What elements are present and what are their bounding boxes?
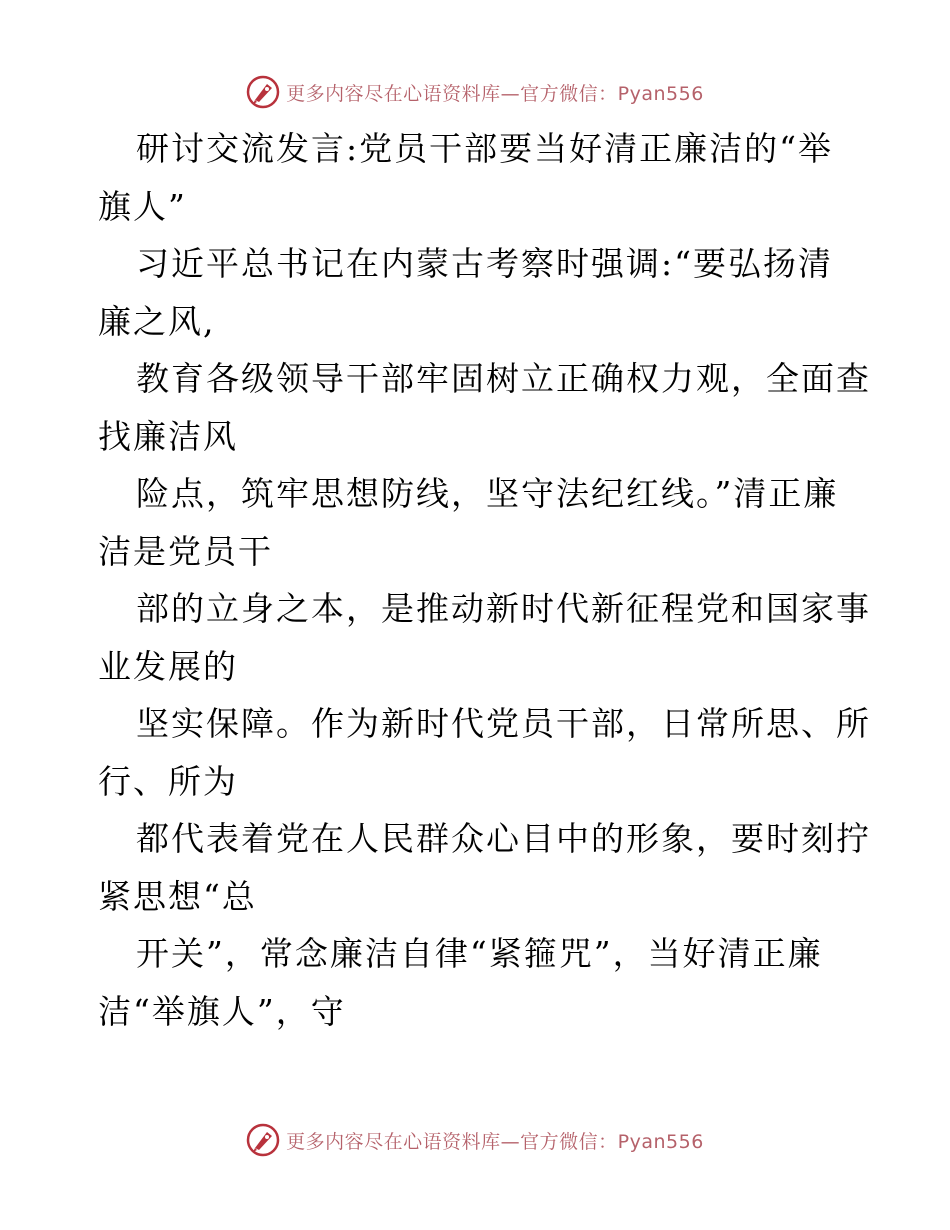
paragraph-7-line-1: 都代表着党在人民群众心目中的形象，要时刻拧 [136, 819, 871, 858]
paragraph-2-line-2: 廉之风, [98, 301, 216, 341]
paragraph-4 [98, 465, 858, 580]
header-banner [0, 72, 950, 112]
paragraph-3-line-1: 教育各级领导干部牢固树立正确权力观，全面查 [136, 359, 871, 398]
paragraph-8 [98, 925, 858, 1040]
paragraph-5-line-1: 部的立身之本，是推动新时代新征程党和国家事 [136, 589, 871, 628]
paragraph-6 [98, 695, 871, 810]
paragraph-2-line-1: 习近平总书记在内蒙古考察时强调:“要弘扬清 [136, 244, 833, 283]
paragraph-3 [98, 350, 871, 465]
footer-banner-text: 更多内容尽在心语资料库—官方微信：Pyan556 [286, 1130, 704, 1153]
paragraph-1 [98, 120, 858, 235]
paragraph-1-line-1: 研讨交流发言:党员干部要当好清正廉洁的“举 [136, 129, 833, 168]
paragraph-2 [98, 235, 858, 350]
paragraph-6-line-2: 行、所为 [98, 761, 238, 801]
paragraph-6-line-1: 坚实保障。作为新时代党员干部，日常所思、所 [136, 704, 871, 743]
paragraph-1-line-2: 旗人” [98, 186, 187, 226]
header-banner-text: 更多内容尽在心语资料库—官方微信：Pyan556 [286, 82, 704, 105]
pen-nib-logo-icon [246, 1123, 280, 1157]
paragraph-4-line-1: 险点，筑牢思想防线，坚守法纪红线。”清正廉 [136, 474, 839, 513]
paragraph-4-line-2: 洁是党员干 [98, 531, 273, 571]
paragraph-7-line-2: 紧思想“总 [98, 876, 257, 916]
pen-nib-logo-icon [246, 75, 280, 109]
paragraph-7 [98, 810, 871, 925]
paragraph-8-line-2: 洁“举旗人”，守 [98, 991, 346, 1031]
footer-banner [0, 1120, 950, 1160]
paragraph-5-line-2: 业发展的 [98, 646, 238, 686]
document-body [98, 120, 871, 1040]
paragraph-3-line-2: 找廉洁风 [98, 416, 238, 456]
paragraph-5 [98, 580, 871, 695]
paragraph-8-line-1: 开关”，常念廉洁自律“紧箍咒”，当好清正廉 [136, 934, 823, 973]
